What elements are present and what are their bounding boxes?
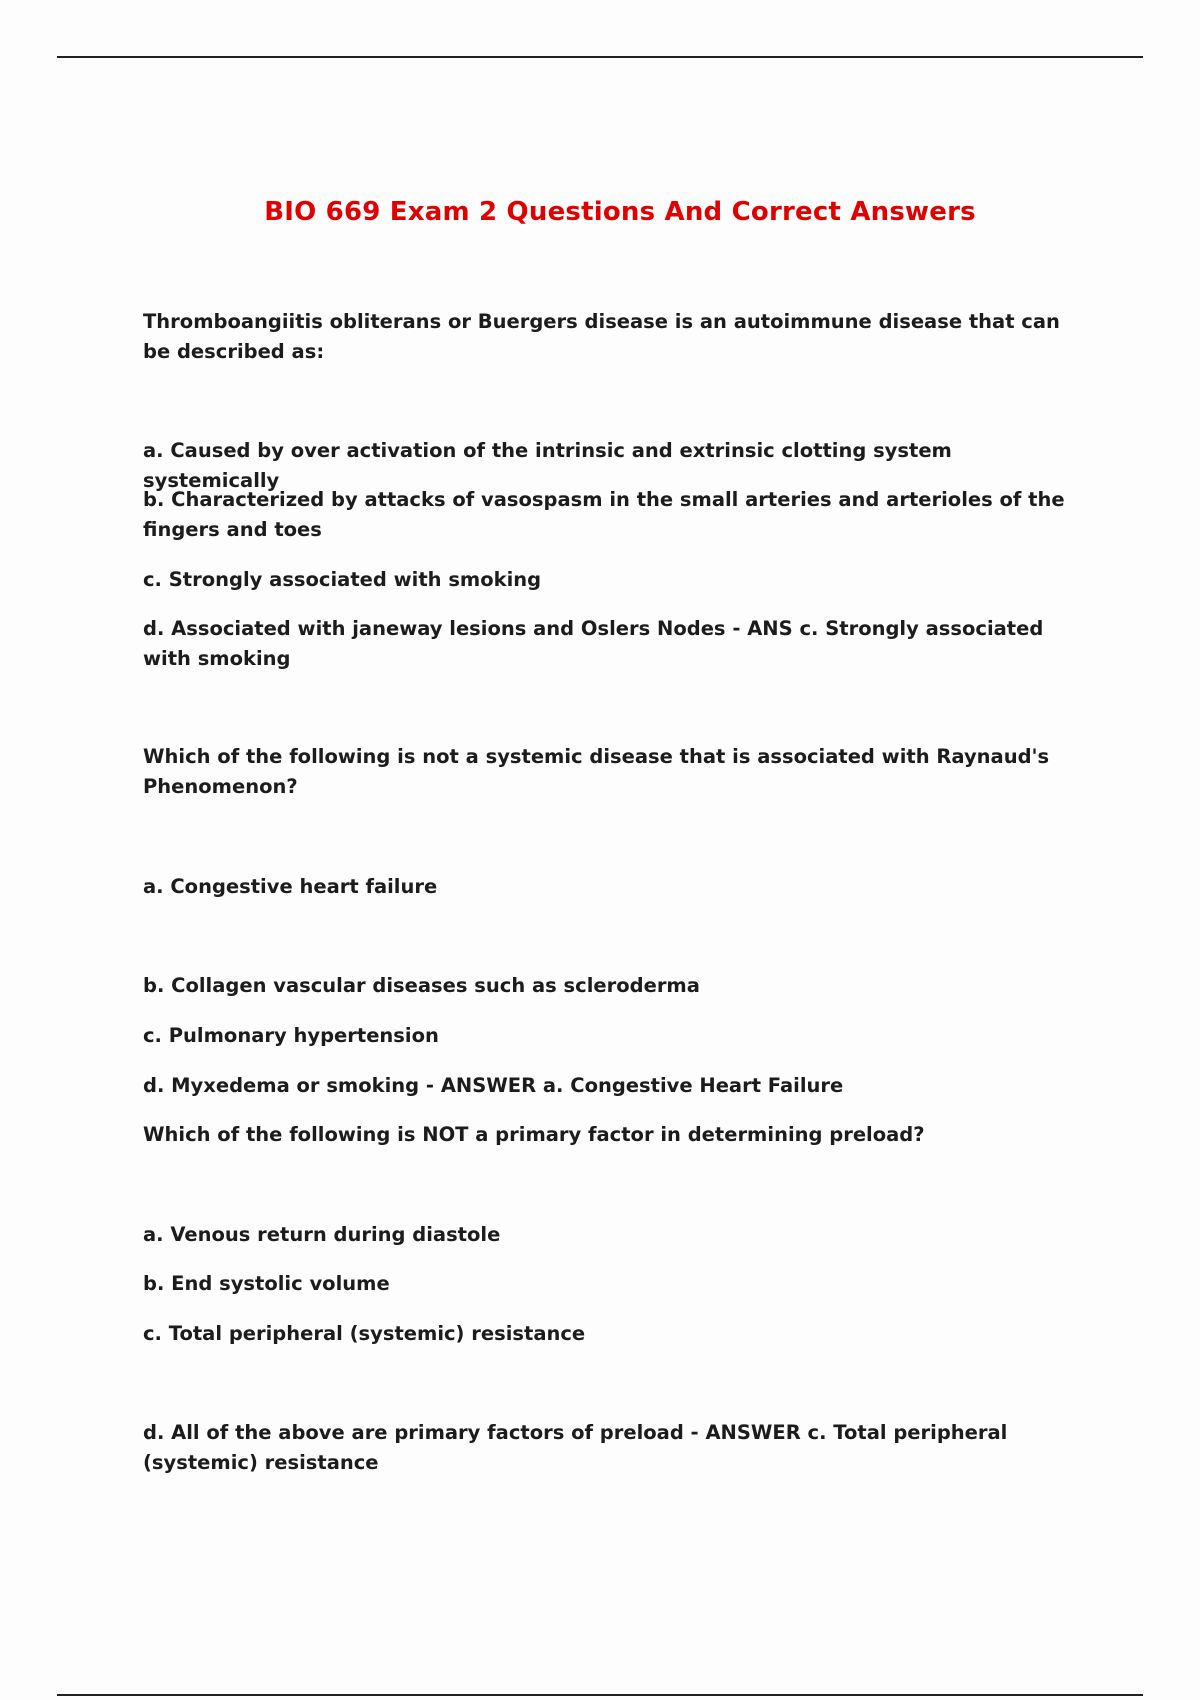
- question-1-option-c: c. Strongly associated with smoking: [143, 568, 542, 591]
- footer-rule: [57, 1694, 1143, 1696]
- question-2-option-a: a. Congestive heart failure: [143, 875, 438, 898]
- question-2-option-b: b. Collagen vascular diseases such as scleroderma: [143, 974, 700, 997]
- question-2-text: Which of the following is not a systemic disease that is associated with Raynaud's Phenomenon?: [143, 745, 1050, 798]
- question-1-option-a: a. Caused by over activation of the intrinsic and extrinsic clotting system systemically: [143, 439, 952, 492]
- question-3-option-c: c. Total peripheral (systemic) resistance: [143, 1322, 586, 1345]
- document-title: BIO 669 Exam 2 Questions And Correct Answers: [264, 197, 976, 227]
- question-3-option-a: a. Venous return during diastole: [143, 1223, 501, 1246]
- question-3-text: Which of the following is NOT a primary factor in determining preload?: [143, 1123, 925, 1146]
- header-rule: [57, 56, 1143, 58]
- question-2-option-d-answer: d. Myxedema or smoking - ANSWER a. Congestive Heart Failure: [143, 1074, 844, 1097]
- question-3-option-d-answer: d. All of the above are primary factors of preload - ANSWER c. Total peripheral (systemic) resistance: [143, 1421, 1008, 1474]
- question-2-option-c: c. Pulmonary hypertension: [143, 1024, 439, 1047]
- question-3-option-b: b. End systolic volume: [143, 1272, 390, 1295]
- question-1-option-b: b. Characterized by attacks of vasospasm in the small arteries and arterioles of the fingers and toes: [143, 488, 1065, 541]
- question-1-text: Thromboangiitis obliterans or Buergers disease is an autoimmune disease that can be described as:: [143, 310, 1060, 363]
- question-1-option-d-answer: d. Associated with janeway lesions and Oslers Nodes - ANS c. Strongly associated with smoking: [143, 617, 1044, 670]
